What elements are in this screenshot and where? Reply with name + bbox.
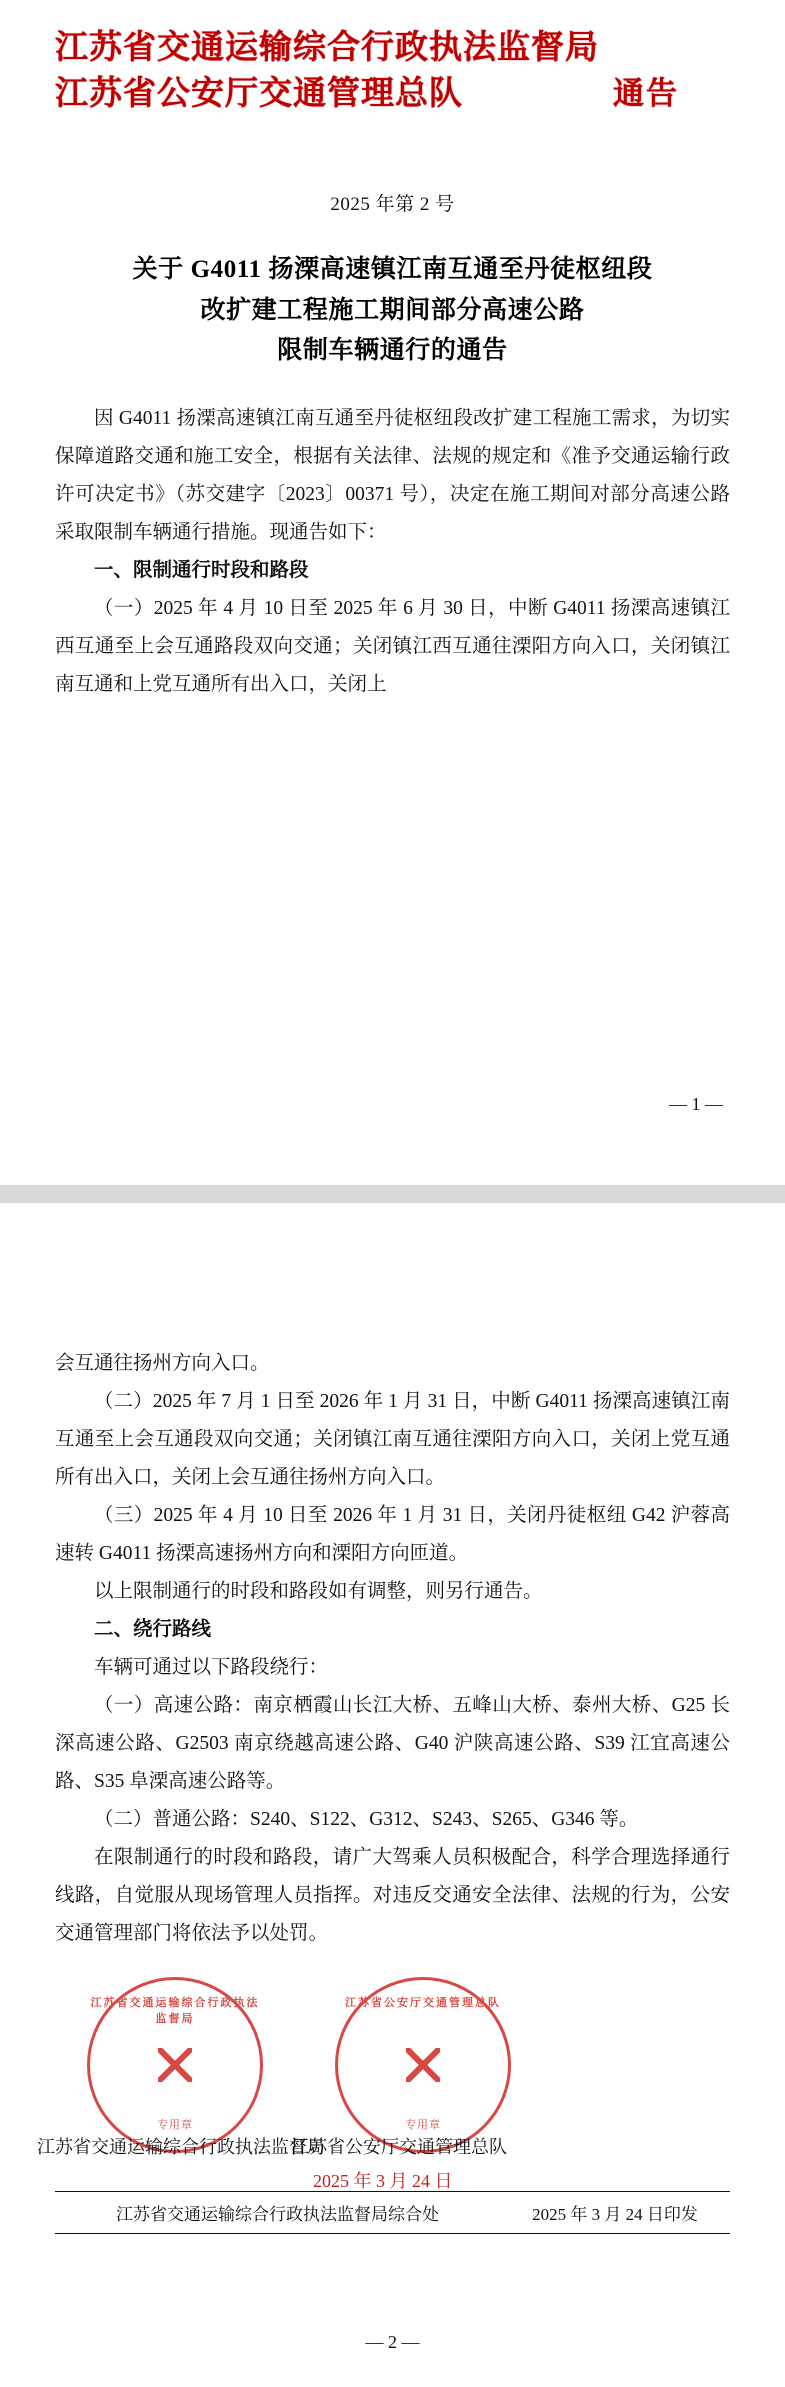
official-seal-police-icon [335,1977,511,2153]
page-title-line-1: 关于 G4011 扬溧高速镇江南互通至丹徒枢纽段 [132,256,653,284]
section-heading-detour: 二、绕行路线 [94,1619,212,1641]
signature-left: 江苏省交通运输综合行政执法监督局 [37,2137,325,2158]
signature-date: 2025 年 3 月 24 日 [313,2171,453,2192]
paragraph-adjustment-note: 以上限制通行的时段和路段如有调整，则另行通告。 [94,1581,543,1603]
paragraph-restriction-1: （一）2025 年 4 月 10 日至 2025 年 6 月 30 日，中断 G4011 扬溧高速镇江西互通至上会互通路段双向交通；关闭镇江西互通往溧阳方向入口，关闭镇江南互通和上党互通所有出入口，关闭上 [55,597,730,695]
masthead-line-1: 江苏省交通运输综合行政执法监督局 [55,30,599,66]
paragraph-closing-notice: 在限制通行的时段和路段，请广大驾乘人员积极配合，科学合理选择通行线路，自觉服从现场管理人员指挥。对违反交通安全法律、法规的行为，公安交通管理部门将依法予以处罚。 [55,1847,730,1945]
paragraph-intro: 因 G4011 扬溧高速镇江南互通至丹徒枢纽段改扩建工程施工需求，为切实保障道路交通和施工安全，根据有关法律、法规的规定和《准予交通运输行政许可决定书》（苏交建字〔2023〕00371 号），决定在施工期间对部分高速公路采取限制车辆通行措施。现通告如下： [55,407,730,543]
masthead-agency-names [55,26,599,117]
seal-left-subtext: 专用章 [157,2119,193,2132]
document-page-2 [0,1203,785,2387]
section-heading-restrictions: 一、限制通行时段和路段 [94,559,309,581]
seal-left-text: 江苏省交通运输综合行政执法监督局 [90,1997,260,2026]
footer-row [55,2192,730,2234]
paragraph-continuation: 会互通往扬州方向入口。 [55,1353,270,1374]
page-1-body [55,400,730,704]
masthead [55,0,730,117]
page-title-line-2: 改扩建工程施工期间部分高速公路 [200,296,585,324]
footer-print-date: 2025 年 3 月 24 日印发 [532,2205,698,2225]
paragraph-detour-ordinary-roads: （二）普通公路：S240、S122、G312、S243、S265、G346 等。 [94,1809,639,1831]
page-1-folio: — 1 — [669,1094,723,1114]
masthead-doc-type: 通告 [613,76,679,111]
paragraph-restriction-3: （三）2025 年 4 月 10 日至 2026 年 1 月 31 日，关闭丹徒枢纽 G42 沪蓉高速转 G4011 扬溧高速扬州方向和溧阳方向匝道。 [55,1505,730,1565]
footer-issuer: 江苏省交通运输综合行政执法监督局综合处 [116,2205,439,2225]
seal-right-text: 江苏省公安厅交通管理总队 [345,1997,501,2010]
seal-right-subtext: 专用章 [405,2119,441,2132]
paragraph-restriction-2: （二）2025 年 7 月 1 日至 2026 年 1 月 31 日，中断 G4011 扬溧高速镇江南互通至上会互通段双向交通；关闭镇江南互通往溧阳方向入口，关闭上党互通所有出入口，关闭上会互通往扬州方向入口。 [55,1391,730,1489]
document-number: 2025 年第 2 号 [330,194,455,216]
paragraph-detour-intro: 车辆可通过以下路段绕行： [94,1657,329,1679]
page-title [55,250,730,372]
paragraph-detour-expressways: （一）高速公路：南京栖霞山长江大桥、五峰山大桥、泰州大桥、G25 长深高速公路、G2503 南京绕越高速公路、G40 沪陕高速公路、S39 江宜高速公路、S35 阜溧高速公路等。 [55,1695,730,1793]
official-seal-transport-icon [87,1977,263,2153]
page-title-line-3: 限制车辆通行的通告 [277,337,508,365]
page-2-body [55,1345,730,1953]
signature-right: 江苏省公安厅交通管理总队 [291,2137,507,2158]
page-separator [0,1185,785,1203]
seal-and-signature-area [37,1971,730,2192]
document-page-1 [0,0,785,1185]
masthead-line-2: 江苏省公安厅交通管理总队 [55,75,463,112]
page-2-folio: — 2 — [365,2332,420,2352]
